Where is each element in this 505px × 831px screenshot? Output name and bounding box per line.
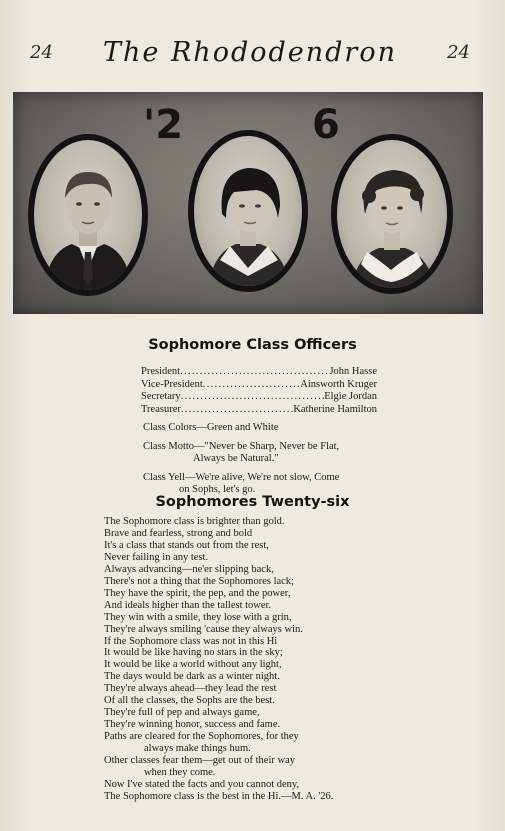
leader-dots bbox=[180, 366, 329, 377]
portrait-woman-bob-image bbox=[194, 136, 302, 286]
poem-line: The Sophomore class is the best in the Hi.—M. A. '26. bbox=[104, 790, 334, 802]
class-yell-line-1: Class Yell—We're alive, We're not slow, Come bbox=[143, 471, 340, 483]
poem-line: Paths are cleared for the Sophomores, for they bbox=[104, 731, 299, 743]
class-info bbox=[143, 422, 398, 497]
class-year-numeral-left: '2 bbox=[143, 102, 184, 148]
poem-line: Brave and fearless, strong and bold bbox=[104, 527, 253, 539]
officer-name: John Hasse bbox=[329, 366, 377, 377]
poem-line: They're winning honor, success and fame. bbox=[104, 719, 281, 731]
officer-row bbox=[141, 404, 377, 417]
poem-line: They have the spirit, the pep, and the power, bbox=[104, 587, 291, 599]
class-motto-line-1: Class Motto—"Never be Sharp, Never be Flat, bbox=[143, 440, 340, 452]
officer-row bbox=[141, 391, 377, 404]
poem-line: Always advancing—ne'er slipping back, bbox=[104, 563, 274, 575]
poem-line: Other classes fear them—get out of their way bbox=[104, 755, 295, 767]
officer-role: Treasurer bbox=[141, 403, 181, 415]
portrait-vice-president bbox=[188, 130, 308, 292]
officers-list bbox=[141, 366, 377, 416]
portrait-woman-curly-image bbox=[337, 140, 447, 288]
leader-dots bbox=[181, 391, 325, 402]
leader-dots bbox=[181, 404, 293, 415]
poem-line: always make things hum. bbox=[144, 743, 251, 755]
officer-role: Secretary bbox=[141, 391, 181, 402]
poem-line: It would be like having no stars in the sky; bbox=[104, 647, 283, 659]
poem-line: Of all the classes, the Sophs are the best. bbox=[104, 695, 275, 707]
page-header bbox=[30, 32, 470, 72]
portrait-man-image bbox=[34, 140, 142, 290]
officer-role: President bbox=[141, 366, 181, 377]
poem-line: Never failing in any test. bbox=[104, 551, 209, 563]
poem-line: It would be like a world without any light, bbox=[104, 659, 282, 671]
leader-dots bbox=[203, 379, 301, 390]
officer-name: Katherine Hamilton bbox=[293, 403, 377, 415]
poem-line: If the Sophomore class was not in this Hi bbox=[104, 635, 278, 647]
poem-line: There's not a thing that the Sophomores lack; bbox=[104, 575, 294, 587]
poem-line: The Sophomore class is brighter than gold. bbox=[104, 516, 285, 527]
poem-line: They're always smiling 'cause they always win. bbox=[104, 623, 303, 635]
officers-heading: Sophomore Class Officers bbox=[148, 337, 357, 353]
poem-line: They win with a smile, they lose with a grin, bbox=[104, 611, 292, 623]
officer-row bbox=[141, 379, 377, 392]
poem-line: And ideals higher than the tallest tower. bbox=[104, 599, 272, 611]
header-year-left: 24 bbox=[30, 41, 53, 63]
officer-name: Elgie Jordan bbox=[324, 391, 377, 402]
officer-role: Vice-President bbox=[141, 378, 203, 390]
class-colors: Class Colors—Green and White bbox=[143, 422, 279, 433]
class-year-numeral-right: 6 bbox=[312, 102, 340, 148]
poem-line: when they come. bbox=[144, 767, 216, 779]
poem-line: They're always ahead—they lead the rest bbox=[104, 683, 277, 695]
poem-line: Now I've stated the facts and you cannot deny, bbox=[104, 778, 300, 790]
poem-line: It's a class that stands out from the rest, bbox=[104, 539, 269, 551]
poem-heading: Sophomores Twenty-six bbox=[155, 494, 350, 510]
poem-line: The days would be dark as a winter night. bbox=[104, 671, 280, 683]
class-yell-line-2: on Sophs, let's go. bbox=[179, 484, 256, 495]
officer-row bbox=[141, 366, 377, 379]
poem-body bbox=[104, 516, 404, 803]
officer-photo-panel bbox=[13, 92, 483, 314]
portrait-president bbox=[28, 134, 148, 296]
portrait-treasurer bbox=[331, 134, 453, 294]
header-year-right: 24 bbox=[447, 41, 470, 63]
header-title: The Rhododendron bbox=[103, 36, 397, 68]
officer-name: Ainsworth Kruger bbox=[300, 378, 377, 390]
poem-line: They're full of pep and always game, bbox=[104, 707, 260, 719]
class-motto-line-2: Always be Natural." bbox=[193, 453, 279, 464]
